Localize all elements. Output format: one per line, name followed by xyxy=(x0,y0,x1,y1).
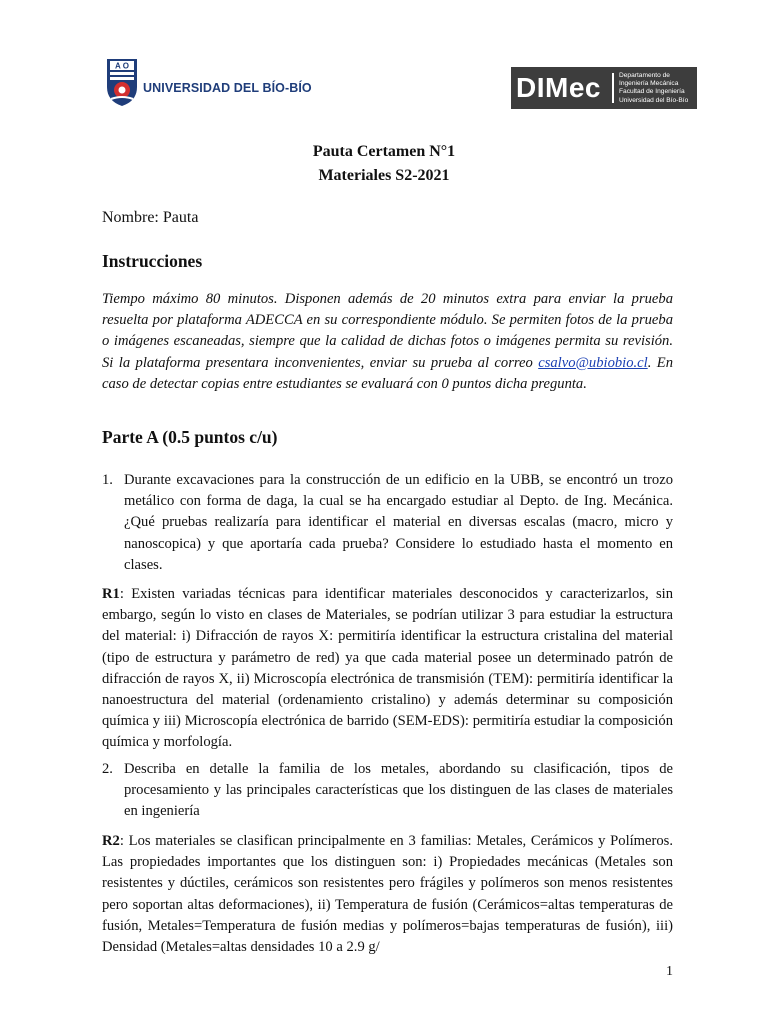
answer-text: : Existen variadas técnicas para identificar materiales desconocidos y caracterizarlos, sin embargo, según lo visto en clases de Materiales, se podrían utilizar 3 para estudiar la estructura del material: i) Difracción de rayos X: permitiría identificar la estructura cristalina del material (tipo de estructura y parámetro de red) ya que cada material posee un determinado patrón de difracción de rayos X, ii) Microscopía electrónica de transmisión (TEM): permitiría identificar la nanoestructura del material (ordenamiento cristalino) y además determinar su composición química y iii) Microscopía electrónica de barrido (SEM-EDS): permitiría estudiar la composición química y morfología. xyxy=(102,586,673,751)
answer-2 xyxy=(102,831,673,958)
document-title: Pauta Certamen N°1 xyxy=(312,143,456,160)
instructions-heading: Instrucciones xyxy=(102,251,203,271)
answer-text: : Los materiales se clasifican principalmente en 3 familias: Metales, Cerámicos y Polímeros. Las propiedades importantes que los distinguen son: i) Propiedades mecánicas (Metales son resistentes y dúctiles, cerámicos son resistentes pero frágiles y polímeros son menos resistentes pero soportan altas deformaciones), ii) Temperatura de fusión (Cerámicos=altas temperaturas de fusión, Metales=Temperatura de fusión medias y polímeros=bajas temperaturas de fusión), iii) Densidad (Metales=altas densidades 10 a 2.9 g/ xyxy=(102,833,673,956)
answer-label: R2 xyxy=(102,833,120,849)
university-logo xyxy=(105,57,312,109)
student-name: Nombre: Pauta xyxy=(102,209,199,226)
department-logo-text: Departamento de Ingeniería Mecánica Facultad de Ingeniería Universidad del Bío-Bío xyxy=(619,72,689,104)
department-logo xyxy=(511,67,697,109)
answer-1 xyxy=(102,584,673,754)
question-number: 2. xyxy=(102,761,113,777)
instructions-text: Tiempo máximo 80 minutos. Disponen además de 20 minutos extra para enviar la prueba resuelta por plataforma ADECCA en su correspondiente módulo. Se permiten fotos de la prueba o imágenes escaneadas, siempre que la calidad de dichas fotos o imágenes permita su revisión. Si la plataforma presentara inconvenientes, enviar su prueba al correo csalvo@ubiobio.cl. En caso de detectar copias entre estudiantes se evaluará con 0 puntos dicha pregunta. xyxy=(102,291,673,392)
department-logo-word: DIMec xyxy=(516,72,601,103)
question-2 xyxy=(102,759,673,823)
question-text: Describa en detalle la familia de los metales, abordando su clasificación, tipos de procesamiento y las principales características que los distinguen de las clases de materiales en ingeniería xyxy=(124,761,673,820)
svg-text:A O: A O xyxy=(115,61,129,71)
part-a-heading: Parte A (0.5 puntos c/u) xyxy=(102,427,278,447)
question-number: 1. xyxy=(102,472,113,488)
question-1 xyxy=(102,470,673,576)
university-shield-icon xyxy=(105,57,139,107)
question-text: Durante excavaciones para la construcción de un edificio en la UBB, se encontró un trozo metálico con forma de daga, la cual se ha encargado estudiar al Depto. de Ing. Mecánica. ¿Qué pruebas realizaría para identificar el material en diversas escalas (macro, micro y nanoscopica) y que aportaría cada prueba? Considere lo estudiado hasta el momento en clases. xyxy=(124,472,673,573)
university-name: UNIVERSIDAD DEL BÍO-BÍO xyxy=(143,81,312,95)
department-logo-divider xyxy=(612,73,614,103)
document-subtitle: Materiales S2-2021 xyxy=(318,167,450,184)
page-number: 1 xyxy=(666,964,673,979)
answer-label: R1 xyxy=(102,586,120,602)
email-link[interactable]: csalvo@ubiobio.cl xyxy=(538,354,648,371)
